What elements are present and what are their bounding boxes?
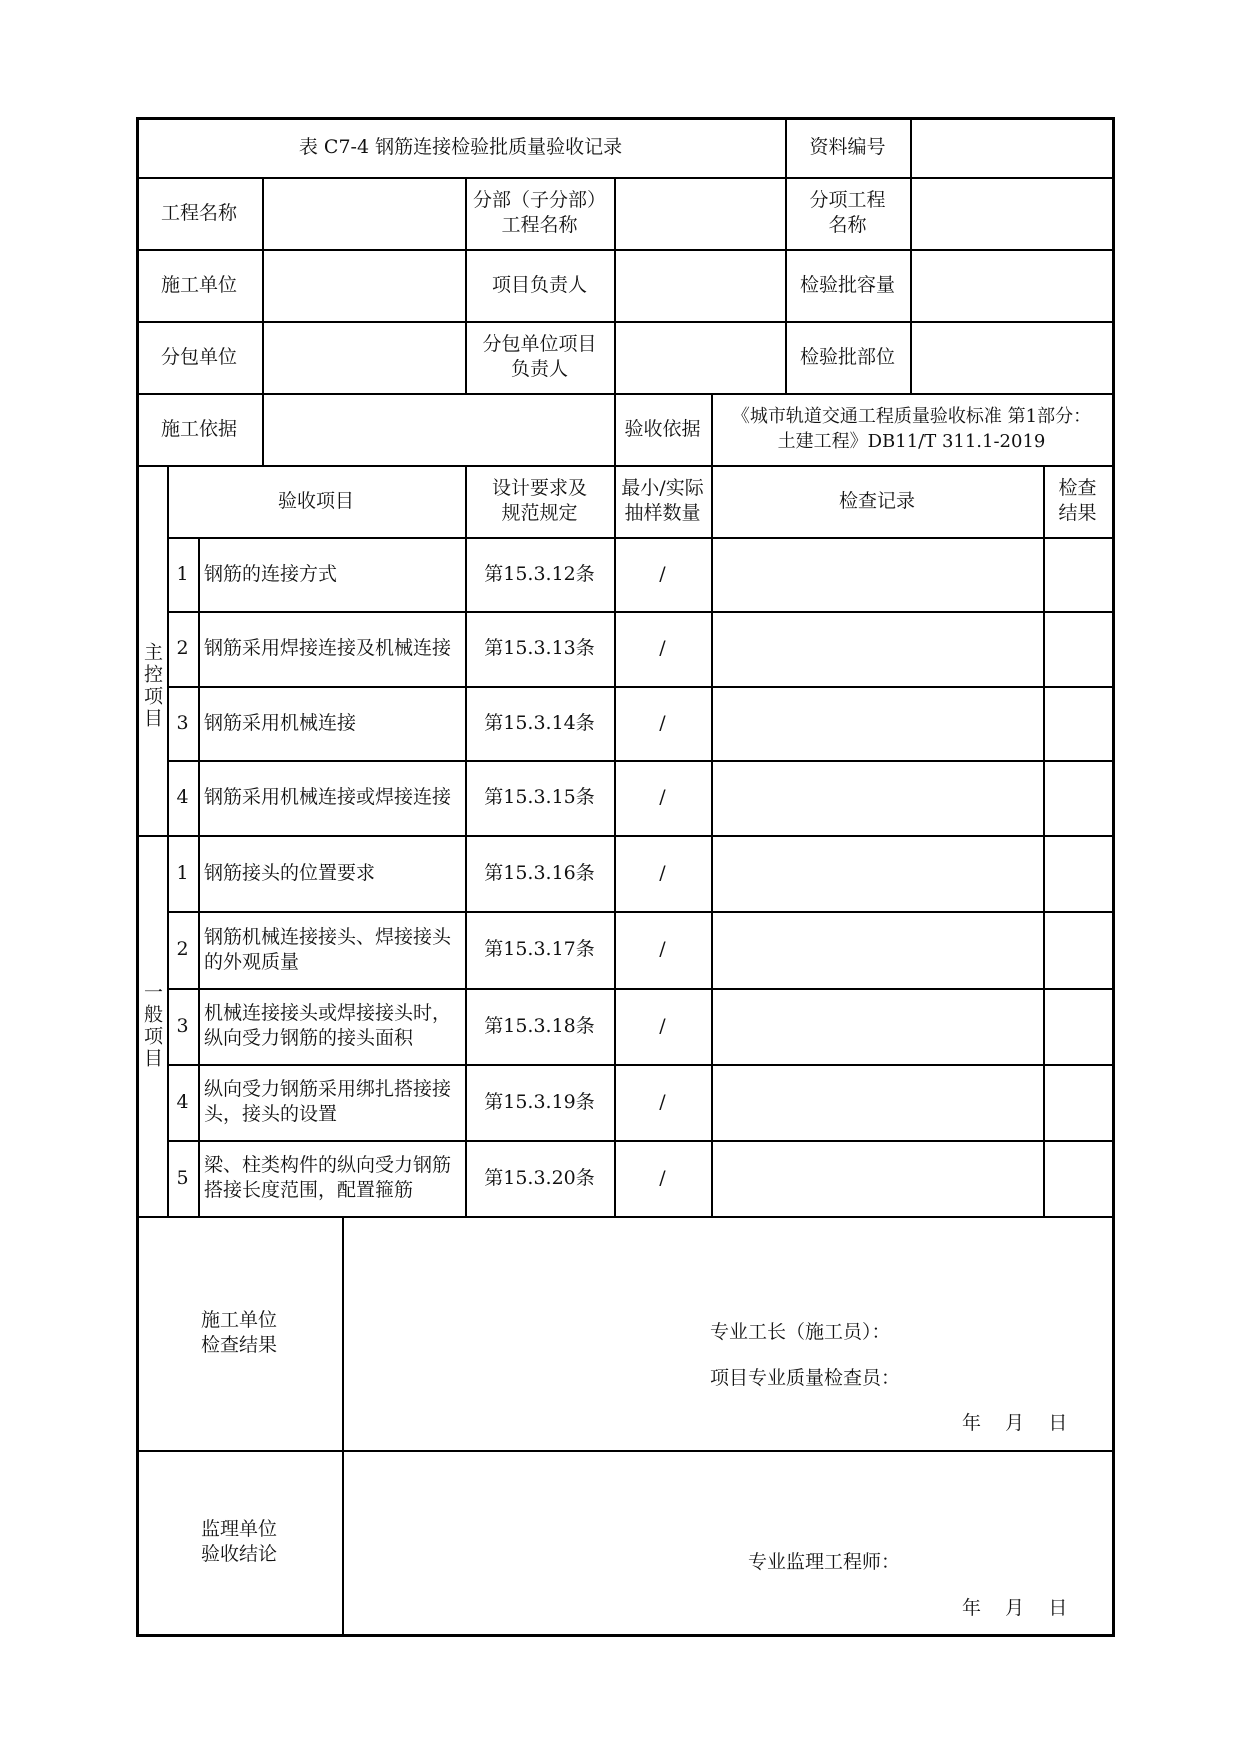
item-clause: 第15.3.13条	[484, 637, 595, 659]
item-result-field[interactable]	[1043, 611, 1112, 686]
item-clause: 第15.3.20条	[484, 1166, 595, 1189]
item-clause: 第15.3.14条	[484, 711, 595, 734]
border-bottom	[136, 1634, 1115, 1637]
item-result-field[interactable]	[1043, 835, 1112, 911]
batch-location-field[interactable]	[910, 321, 1112, 393]
item-description: 机械连接接头或焊接接头时， 纵向受力钢筋的接头面积	[204, 1002, 452, 1049]
item-sample: /	[659, 861, 666, 884]
item-description: 钢筋接头的位置要求	[204, 861, 376, 884]
row-number: 1	[176, 861, 189, 884]
row-number: 4	[176, 1090, 189, 1113]
contractor-label: 施工单位	[160, 273, 237, 296]
project-name-field[interactable]	[262, 177, 465, 249]
inspection-form	[136, 117, 1115, 1637]
row-number: 5	[176, 1166, 189, 1189]
item-result-field[interactable]	[1043, 686, 1112, 760]
item-record-field[interactable]	[711, 988, 1043, 1064]
doc-no-label: 资料编号	[809, 135, 886, 158]
item-description: 纵向受力钢筋采用绑扎搭接接 头，接头的设置	[204, 1078, 452, 1125]
item-record-field[interactable]	[711, 911, 1043, 988]
main-control-group-label: 主控项目	[141, 642, 163, 730]
item-record-field[interactable]	[711, 1064, 1043, 1140]
foreman-signature-label: 专业工长（施工员）：	[710, 1321, 891, 1343]
item-description: 钢筋采用机械连接	[204, 711, 357, 734]
project-name-label: 工程名称	[160, 201, 237, 224]
subcontractor-field[interactable]	[262, 321, 465, 393]
item-description: 钢筋采用焊接连接及机械连接	[204, 637, 452, 659]
subcontractor-label: 分包单位	[160, 345, 237, 368]
sub-division-field[interactable]	[614, 177, 785, 249]
item-clause: 第15.3.19条	[484, 1090, 595, 1113]
sub-division-label: 分部（子分部） 工程名称	[472, 189, 606, 236]
item-description: 钢筋的连接方式	[204, 562, 338, 585]
item-record-field[interactable]	[711, 760, 1043, 835]
form-title: 表 C7-4 钢筋连接检验批质量验收记录	[298, 135, 623, 158]
contractor-date-label: 年 月 日	[962, 1412, 1068, 1434]
item-sample: /	[659, 562, 666, 585]
item-sample: /	[659, 637, 666, 659]
batch-location-label: 检验批部位	[799, 345, 895, 368]
row-number: 3	[176, 1014, 189, 1037]
acceptance-basis-label: 验收依据	[624, 417, 701, 440]
row-number: 2	[176, 637, 189, 659]
item-sample: /	[659, 711, 666, 734]
item-sample: /	[659, 1166, 666, 1189]
construction-basis-label: 施工依据	[160, 417, 237, 440]
col-header-design: 设计要求及 规范规定	[491, 477, 587, 524]
project-leader-label: 项目负责人	[491, 273, 587, 296]
col-header-result: 检查 结果	[1058, 477, 1097, 524]
item-sample: /	[659, 1090, 666, 1113]
item-record-field[interactable]	[711, 1140, 1043, 1216]
item-description: 梁、柱类构件的纵向受力钢筋 搭接长度范围，配置箍筋	[204, 1154, 452, 1201]
border-right	[1112, 117, 1115, 1637]
batch-capacity-field[interactable]	[910, 249, 1112, 321]
item-clause: 第15.3.17条	[484, 938, 595, 960]
item-result-field[interactable]	[1043, 760, 1112, 835]
row-number: 2	[176, 938, 189, 960]
sub-item-label: 分项工程 名称	[809, 189, 886, 236]
batch-capacity-label: 检验批容量	[799, 273, 895, 296]
item-result-field[interactable]	[1043, 988, 1112, 1064]
col-header-sample: 最小/实际 抽样数量	[621, 477, 704, 524]
col-line	[342, 1216, 344, 1637]
item-result-field[interactable]	[1043, 911, 1112, 988]
item-sample: /	[659, 1014, 666, 1037]
item-clause: 第15.3.15条	[484, 786, 595, 808]
sub-leader-label: 分包单位项目 负责人	[482, 333, 597, 380]
row-number: 4	[176, 786, 189, 808]
inspector-signature-label: 项目专业质量检查员：	[710, 1367, 901, 1389]
item-sample: /	[659, 938, 666, 960]
col-header-record: 检查记录	[838, 489, 915, 512]
doc-no-field[interactable]	[910, 117, 1112, 177]
item-description: 钢筋采用机械连接或焊接连接	[204, 786, 452, 808]
item-record-field[interactable]	[711, 611, 1043, 686]
sub-item-field[interactable]	[910, 177, 1112, 249]
supervisor-check-label: 监理单位 验收结论	[200, 1518, 277, 1565]
item-record-field[interactable]	[711, 537, 1043, 611]
row-number: 1	[176, 562, 189, 585]
item-record-field[interactable]	[711, 686, 1043, 760]
general-group-label: 一般项目	[141, 981, 163, 1070]
item-result-field[interactable]	[1043, 1064, 1112, 1140]
engineer-signature-label: 专业监理工程师：	[748, 1551, 901, 1573]
item-result-field[interactable]	[1043, 1140, 1112, 1216]
acceptance-basis-value: 《城市轨道交通工程质量验收标准 第1部分： 土建工程》DB11/T 311.1-2019	[731, 406, 1092, 452]
item-sample: /	[659, 786, 666, 808]
item-description: 钢筋机械连接接头、焊接接头 的外观质量	[204, 925, 452, 973]
item-clause: 第15.3.16条	[484, 861, 595, 884]
item-clause: 第15.3.18条	[484, 1014, 595, 1037]
item-clause: 第15.3.12条	[484, 562, 595, 585]
project-leader-field[interactable]	[614, 249, 785, 321]
item-record-field[interactable]	[711, 835, 1043, 911]
item-result-field[interactable]	[1043, 537, 1112, 611]
sub-leader-field[interactable]	[614, 321, 785, 393]
row-number: 3	[176, 711, 189, 734]
supervisor-date-label: 年 月 日	[962, 1597, 1068, 1619]
construction-basis-field[interactable]	[262, 393, 614, 465]
contractor-check-label: 施工单位 检查结果	[200, 1309, 277, 1356]
contractor-field[interactable]	[262, 249, 465, 321]
col-header-item: 验收项目	[277, 489, 354, 512]
